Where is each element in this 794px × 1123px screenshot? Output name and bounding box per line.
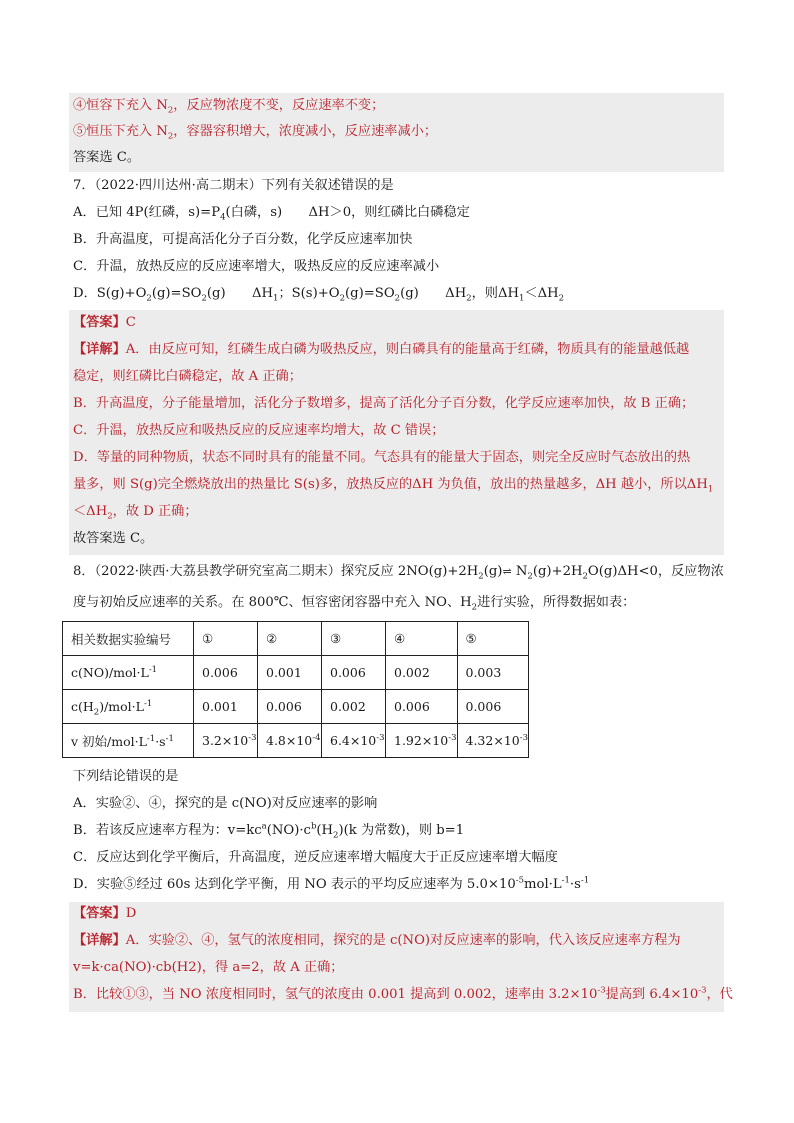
superscript: b: [310, 821, 317, 832]
text-span: 6.4×10: [330, 733, 377, 748]
q8-option-c: C．反应达到化学平衡后，升高温度，逆反应速率增大幅度大于正反应速率增大幅度: [73, 850, 558, 865]
text-span: A．已知 4P(红磷，s)=P: [73, 205, 221, 220]
q7-detail-line: 故答案选 C。: [73, 531, 154, 546]
subscript: 1: [519, 293, 525, 304]
text-span: mol·L: [524, 877, 562, 892]
text-line: [73, 123, 437, 141]
text-span: 进行实验，所得数据如表：: [477, 595, 636, 610]
table-row: [63, 724, 529, 758]
text-span: ＜ΔH: [73, 504, 108, 519]
table-cell: [322, 724, 386, 758]
text-span: ④恒容下充入 N: [73, 98, 168, 113]
table-header-cell: ①: [194, 622, 258, 656]
table-row-label: [63, 724, 194, 758]
table-row-label: [63, 656, 194, 690]
detail-tag: 【详解】: [73, 933, 126, 948]
subscript: 2: [527, 571, 533, 582]
superscript: -3: [597, 985, 606, 996]
table-cell: 0.001: [194, 690, 258, 724]
text-span: (g) ΔH: [206, 286, 274, 301]
subscript: 1: [273, 293, 279, 304]
table-cell: [457, 724, 529, 758]
text-span: A．实验②、④，氢气的浓度相同，探究的是 c(NO)对反应速率的影响，代入该反应速率方程为: [125, 933, 681, 948]
subscript: 2: [93, 707, 100, 718]
q7-stem: 7．（2022·四川达州·高二期末）下列有关叙述错误的是: [73, 178, 394, 193]
text-span: )/mol·L: [99, 699, 144, 714]
superscript: -3: [448, 732, 457, 743]
table-cell: 0.006: [194, 656, 258, 690]
table-cell: 0.002: [386, 656, 458, 690]
answer-value: C: [125, 315, 136, 330]
text-span: 提高到 6.4×10: [605, 987, 699, 1002]
q7-detail-line: [73, 503, 198, 521]
text-span: (H: [316, 823, 334, 838]
text-span: 8．（2022·陕西·大荔县教学研究室高二期末）探究反应 2NO(g)+2H: [73, 564, 479, 579]
text-span: (g)=SO: [345, 286, 395, 301]
text-span: v 初始/mol·L: [71, 733, 147, 749]
answer-tag: 【答案】: [73, 906, 126, 921]
text-span: ，则ΔH: [471, 286, 520, 301]
text-span: )(k 为常数)，则 b=1: [338, 823, 465, 838]
text-span: (g)+2H: [532, 564, 583, 579]
text-span: (NO)·c: [266, 823, 311, 838]
table-header-cell: ⑤: [457, 622, 529, 656]
q7-option-c: C．升温，放热反应的反应速率增大，吸热反应的反应速率减小: [73, 259, 440, 274]
q7-option-d: [73, 285, 564, 303]
table-row: [63, 656, 529, 690]
text-span: 4.32×10: [465, 733, 520, 748]
text-span: O(g)ΔH<0，反应物浓: [587, 564, 724, 579]
text-line: 答案选 C。: [73, 150, 141, 165]
superscript: -3: [376, 732, 385, 743]
text-span: 3.2×10: [202, 733, 249, 748]
table-cell: 0.006: [322, 656, 386, 690]
text-line: [73, 97, 384, 115]
q8-detail-line: v=k·ca(NO)·cb(H2)，得 a=2，故 A 正确；: [73, 960, 344, 975]
q8-answer: [73, 905, 136, 923]
subscript: 2: [107, 511, 113, 522]
q7-detail-line: [73, 341, 689, 359]
q8-option-b: [73, 822, 464, 840]
answer-value: D: [125, 906, 137, 921]
text-span: (g) ΔH: [400, 286, 467, 301]
text-span: 1.92×10: [394, 733, 449, 748]
table-header-row: [63, 622, 529, 656]
table-cell: [194, 724, 258, 758]
q8-prompt: 下列结论错误的是: [73, 769, 179, 784]
q8-detail-line: [73, 932, 681, 950]
q7-option-a: [73, 204, 470, 222]
table-header-cell: 相关数据实验编号: [63, 622, 194, 656]
subscript: 2: [582, 571, 588, 582]
text-span: D．S(g)+O: [73, 286, 147, 301]
text-span: 量多，则 S(g)完全燃烧放出的热量比 S(s)多，放热反应的ΔH 为负值，放出的热量越多，ΔH 越小，所以ΔH: [73, 477, 708, 492]
superscript: -1: [146, 733, 156, 744]
superscript: a: [261, 821, 267, 832]
table-cell: [386, 724, 458, 758]
text-span: ⑤恒压下充入 N: [73, 124, 168, 139]
superscript: -1: [143, 698, 153, 709]
equilibrium-arrow: ⇌: [502, 565, 512, 578]
text-span: 度与初始反应速率的关系。在 800℃、恒容密闭容器中充入 NO、H: [73, 595, 472, 610]
q7-detail-line: 稳定，则红磷比白磷稳定，故 A 正确；: [73, 369, 302, 384]
table-header-cell: ④: [386, 622, 458, 656]
subscript: 2: [167, 105, 174, 116]
text-span: (g)=SO: [151, 286, 202, 301]
text-span: ·s: [155, 733, 166, 749]
q7-detail-line: B．升高温度，分子能量增加，活化分子数增多，提高了活化分子百分数，化学反应速率加快，故 B 正确；: [73, 396, 695, 411]
subscript: 2: [201, 293, 207, 304]
text-span: A．由反应可知，红磷生成白磷为吸热反应，则白磷具有的能量高于红磷，物质具有的能量越低越: [125, 342, 690, 357]
q8-detail-line: [73, 986, 733, 1004]
subscript: 2: [466, 293, 472, 304]
subscript: 2: [339, 293, 345, 304]
q8-option-a: A．实验②、④，探究的是 c(NO)对反应速率的影响: [73, 796, 378, 811]
table-cell: 0.006: [258, 690, 322, 724]
q8-stem: [73, 563, 724, 581]
answer-tag: 【答案】: [73, 315, 126, 330]
text-span: ，故 D 正确；: [112, 504, 198, 519]
text-span: ，代: [706, 987, 733, 1002]
text-span: 4.8×10: [266, 733, 313, 748]
table-header-cell: ②: [258, 622, 322, 656]
text-span: c(NO)/mol·L: [71, 665, 149, 680]
superscript: -1: [580, 875, 590, 886]
subscript: 2: [558, 293, 565, 304]
subscript: 2: [333, 830, 339, 841]
superscript: -1: [165, 733, 174, 744]
text-span: (白磷，s) ΔH＞0，则红磷比白磷稳定: [225, 205, 470, 220]
table-row: [63, 690, 529, 724]
table-header-cell: ③: [322, 622, 386, 656]
q7-detail-line: C．升温，放热反应和吸热反应的反应速率均增大，故 C 错误；: [73, 423, 445, 438]
detail-tag: 【详解】: [73, 342, 126, 357]
text-span: c(H: [71, 699, 94, 714]
text-span: ·s: [569, 877, 581, 892]
table-cell: 0.002: [322, 690, 386, 724]
table-cell: 0.003: [457, 656, 529, 690]
q7-detail-line: [73, 476, 713, 494]
text-span: D．实验⑤经过 60s 达到化学平衡，用 NO 表示的平均反应速率为 5.0×10: [73, 877, 516, 892]
data-table: [62, 621, 529, 758]
table-row-label: [63, 690, 194, 724]
subscript: 4: [220, 212, 226, 223]
text-span: N: [511, 564, 528, 579]
subscript: 2: [146, 293, 152, 304]
table-cell: [258, 724, 322, 758]
text-span: ，反应物浓度不变，反应速率不变；: [173, 98, 385, 113]
subscript: 2: [394, 293, 401, 304]
text-span: ，容器容积增大，浓度减小，反应速率减小；: [173, 124, 438, 139]
subscript: 2: [167, 131, 174, 142]
superscript: -3: [519, 732, 528, 743]
subscript: 2: [478, 571, 484, 582]
text-span: B．若该反应速率方程为：v=kc: [73, 823, 262, 838]
text-span: B．比较①③，当 NO 浓度相同时，氢气的浓度由 0.001 提高到 0.002，速率由 3.2×10: [73, 987, 598, 1002]
superscript: -5: [515, 875, 525, 886]
q7-detail-line: D．等量的同种物质，状态不同时具有的能量不同。气态具有的能量大于固态，则完全反应时气态放出的热: [73, 450, 691, 465]
text-span: ；S(s)+O: [278, 286, 340, 301]
subscript: 2: [471, 602, 478, 613]
superscript: -4: [312, 732, 321, 743]
superscript: -3: [698, 985, 707, 996]
text-span: ＜ΔH: [524, 286, 559, 301]
superscript: -1: [561, 875, 570, 886]
subscript: 1: [707, 484, 714, 495]
q8-option-d: [73, 876, 589, 894]
table-cell: 0.001: [258, 656, 322, 690]
table-cell: 0.006: [457, 690, 529, 724]
q8-stem: [73, 594, 635, 612]
q7-option-b: B．升高温度，可提高活化分子百分数，化学反应速率加快: [73, 232, 413, 247]
q7-answer: [73, 314, 136, 332]
superscript: -3: [248, 732, 257, 743]
text-span: (g): [483, 564, 503, 579]
table-cell: 0.006: [386, 690, 458, 724]
superscript: -1: [148, 664, 158, 675]
